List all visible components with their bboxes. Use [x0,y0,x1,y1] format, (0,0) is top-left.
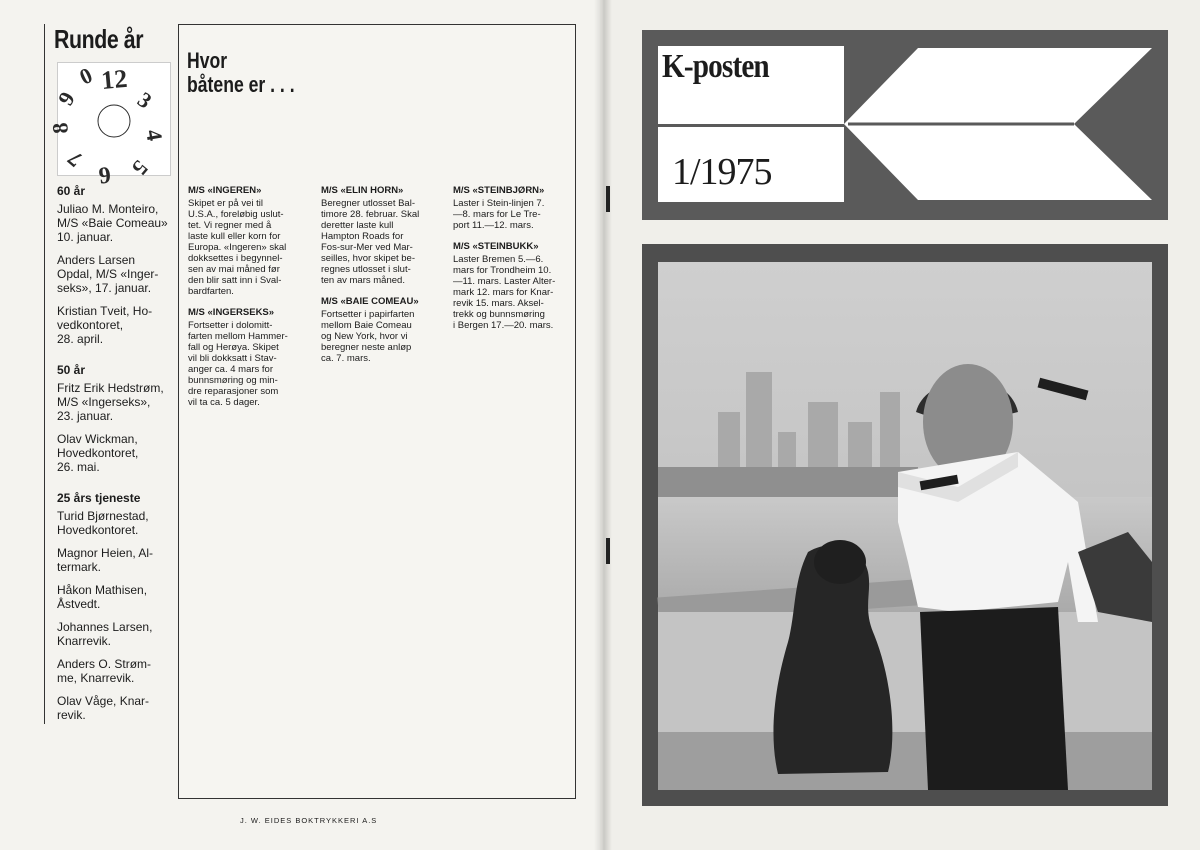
ship-text: Beregner utlosset Bal- timore 28. februar. Skal deretter laste kull Hampton Roads for Fos-sur-Mer ved Mar- seilles, hvor skipet be- regnes utlosset i slut- ten av mars måned. [321,198,420,286]
ship-text: Skipet er på vei til U.S.A., foreløbig uslut- tet. Vi regner med å laste kull eller korn for Europa. «Ingeren» skal dokksettes i begynnel- sen av mai måned før den blir satt inn i Sval- bardfarten. [188,198,287,297]
ship-entry [453,241,571,331]
ship-entry [321,185,439,286]
staple-icon [606,186,610,212]
list-item: Olav Våge, Knar- revik. [57,694,150,722]
list-item: Anders Larsen Opdal, M/S «Inger- seks», 17. januar. [57,253,159,295]
ships-title: Hvor båtene er . . . [187,48,295,97]
staple-icon [606,538,610,564]
group-heading-60: 60 år [57,184,86,198]
ship-entry [321,296,439,364]
svg-text:5: 5 [127,155,154,181]
ship-name: M/S «ELIN HORN» [321,185,404,196]
ship-entry [188,185,306,297]
runde-ar-title: Runde år [54,24,144,54]
number-circle-logo-icon [47,62,170,188]
ship-name: M/S «STEINBUKK» [453,241,539,252]
list-item: Olav Wickman, Hovedkontoret, 26. mai. [57,432,139,474]
svg-text:7: 7 [62,146,88,173]
printer-imprint: J. W. EIDES BOKTRYKKERI A.S [240,816,378,825]
spine-gutter [594,0,612,850]
group-heading-50: 50 år [57,363,86,377]
group-heading-25-ars: 25 års tjeneste [57,491,141,505]
svg-text:4: 4 [141,127,168,143]
ship-text: Fortsetter i dolomitt- farten mellom Hammer- fall og Herøya. Skipet vil bli dokksatt i Stav- anger ca. 4 mars for bunnsmøring og min- dre reparasjoner som vil ta ca. 5 dager. [188,320,288,408]
captain-and-dog-photo [658,262,1152,790]
svg-text:6: 6 [97,161,112,188]
ship-entry [453,185,571,231]
ship-name: M/S «BAIE COMEAU» [321,296,419,307]
runde-ar-logo [47,62,171,188]
ships-column-3 [453,185,571,341]
ships-column-2 [321,185,439,374]
arrow-chevron-icon [844,46,1152,202]
masthead-divider [658,124,844,127]
svg-text:9: 9 [52,87,80,110]
list-item: Håkon Mathisen, Åstvedt. [57,583,148,611]
ships-location-box [178,24,576,799]
list-item: Magnor Heien, Al- termark. [57,546,154,574]
list-item: Johannes Larsen, Knarrevik. [57,620,153,648]
list-item: Kristian Tveit, Ho- vedkontoret, 28. april. [57,304,153,346]
list-item: Turid Bjørnestad, Hovedkontoret. [57,509,149,537]
svg-text:0: 0 [75,62,97,90]
svg-text:12: 12 [99,63,129,95]
cover-photo [658,262,1152,790]
svg-text:3: 3 [133,86,157,114]
ship-name: M/S «INGEREN» [188,185,262,196]
ship-text: Fortsetter i papirfarten mellom Baie Comeau og New York, hvor vi beregner neste anløp ca. 7. mars. [321,309,415,364]
runde-ar-list [57,184,177,731]
ship-text: Laster i Stein-linjen 7. —8. mars for Le Tre- port 11.—12. mars. [453,198,545,231]
magazine-title: K-posten [662,48,769,85]
list-item: Anders O. Strøm- me, Knarrevik. [57,657,152,685]
list-item: Juliao M. Monteiro, M/S «Baie Comeau» 10. januar. [57,202,168,244]
ship-name: M/S «INGERSEKS» [188,307,275,318]
ship-name: M/S «STEINBJØRN» [453,185,545,196]
issue-number: 1/1975 [672,151,772,193]
ships-column-1 [188,185,306,418]
runde-ar-column [44,24,173,724]
list-item: Fritz Erik Hedstrøm, M/S «Ingerseks», 23. januar. [57,381,164,423]
ship-entry [188,307,306,408]
svg-text:8: 8 [47,121,73,135]
ship-text: Laster Bremen 5.—6. mars for Trondheim 10. —11. mars. Laster Alter- mark 12. mars for Knar- revik 15. mars. Aksel- trekk og bunnsmøring i Bergen 17.—20. mars. [453,254,556,331]
